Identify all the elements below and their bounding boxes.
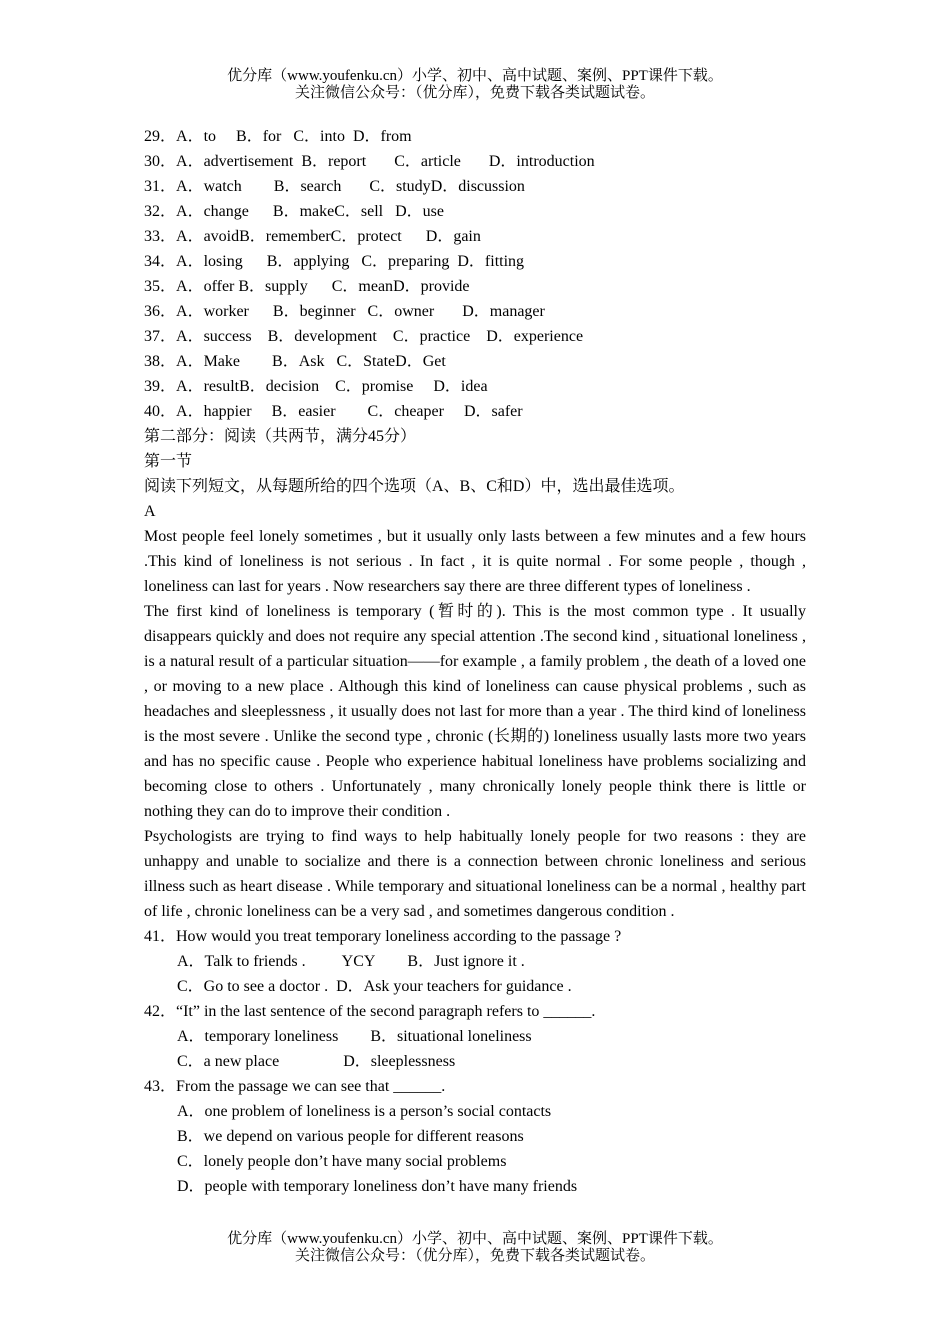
option-b: B．situational loneliness — [370, 1028, 532, 1045]
passage-paragraph-1: Most people feel lonely sometimes , but it usually only lasts between a few minutes and a few hours .This kind of loneliness is not serious . In fact , it is quite normal . For some people , though , loneliness can last for years . Now researchers say there are three different types of loneliness . — [144, 528, 806, 595]
question-41 — [144, 924, 806, 999]
cloze-row-37: 37．A．success B．development C．practice D．experience — [144, 328, 584, 345]
options-row — [144, 974, 806, 999]
cloze-row-35: 35．A．offer B．supply C．meanD．provide — [144, 278, 470, 295]
footer-line-1: 优分库（www.youfenku.cn）小学、初中、高中试题、案例、PPT课件下载。 — [227, 1231, 723, 1247]
option-c: C．lonely people don’t have many social problems — [177, 1153, 507, 1170]
footer-line-2: 关注微信公众号：（优分库），免费下载各类试题试卷。 — [294, 1248, 655, 1264]
passage-paragraph-2: The first kind of loneliness is temporary (暂时的). This is the most common type . It usually disappears quickly and does not require any special attention .The second kind , situational loneliness , is a natural result of a particular situation——for example , a family problem , the death of a loved one , or moving to a new place . Although this kind of loneliness can cause physical problems , such as headaches and sleeplessness , it usually does not last for more than a year . The third kind of loneliness is the most severe . Unlike the second type , chronic (长期的) loneliness usually lasts more two years and has no specific cause . People who experience habitual loneliness have problems socializing and becoming close to others . Unfortunately , many chronically lonely people think there is little or nothing they can do to improve their condition . — [144, 603, 806, 820]
cloze-row-33: 33．A．avoidB．rememberC．protect D．gain — [144, 228, 481, 245]
question-stem: 43．From the passage we can see that ______. — [144, 1078, 446, 1095]
passage-paragraph-3: Psychologists are trying to find ways to help habitually lonely people for two reasons : they are unhappy and unable to socialize and there is a connection between chronic loneliness and serious illness such as heart disease . While temporary and situational loneliness can be a normal , healthy part of life , chronic loneliness can be a very sad , and sometimes dangerous condition . — [144, 828, 806, 920]
cloze-row-39: 39．A．resultB．decision C．promise D．idea — [144, 378, 488, 395]
watermark-mark: YCY — [341, 953, 376, 970]
option-c: C．Go to see a doctor . — [177, 978, 329, 995]
page-footer — [0, 1231, 950, 1265]
question-43 — [144, 1074, 806, 1199]
page-header — [0, 68, 950, 102]
options-row — [144, 1024, 806, 1049]
option-a: A．temporary loneliness — [177, 1028, 339, 1045]
option-d: D．sleeplessness — [343, 1053, 456, 1070]
reading-passage — [144, 524, 806, 924]
cloze-row-36: 36．A．worker B．beginner C．owner D．manager — [144, 303, 545, 320]
question-stem: 41．How would you treat temporary loneliness according to the passage ? — [144, 928, 622, 945]
cloze-row-40: 40．A．happier B．easier C．cheaper D．safer — [144, 403, 523, 420]
option-b: B．we depend on various people for different reasons — [177, 1128, 524, 1145]
exam-content — [144, 124, 806, 1199]
options-row — [144, 949, 806, 974]
option-c: C．a new place — [177, 1053, 280, 1070]
passage-label: A — [144, 503, 156, 520]
cloze-row-38: 38．A．Make B．Ask C．StateD．Get — [144, 353, 446, 370]
cloze-row-31: 31．A．watch B．search C．studyD．discussion — [144, 178, 525, 195]
cloze-options — [144, 124, 806, 424]
part-title: 第二部分：阅读（共两节，满分45分） — [144, 428, 417, 445]
instruction: 阅读下列短文，从每题所给的四个选项（A、B、C和D）中，选出最佳选项。 — [144, 478, 685, 495]
option-a: A．Talk to friends . — [177, 953, 306, 970]
cloze-row-30: 30．A．advertisement B．report C．article D．introduction — [144, 153, 595, 170]
option-d: D．people with temporary loneliness don’t have many friends — [177, 1178, 578, 1195]
cloze-row-34: 34．A．losing B．applying C．preparing D．fitting — [144, 253, 525, 270]
cloze-row-32: 32．A．change B．makeC．sell D．use — [144, 203, 445, 220]
option-b: B．Just ignore it . — [407, 953, 525, 970]
option-d: D．Ask your teachers for guidance . — [336, 978, 572, 995]
cloze-row-29: 29．A．to B．for C．into D．from — [144, 128, 412, 145]
section-title: 第一节 — [144, 453, 193, 470]
option-a: A．one problem of loneliness is a person’s social contacts — [177, 1103, 552, 1120]
question-42 — [144, 999, 806, 1074]
question-stem: 42．“It” in the last sentence of the second paragraph refers to ______. — [144, 1003, 596, 1020]
header-line-2: 关注微信公众号：（优分库），免费下载各类试题试卷。 — [294, 85, 655, 101]
options-row — [144, 1049, 806, 1074]
header-line-1: 优分库（www.youfenku.cn）小学、初中、高中试题、案例、PPT课件下载。 — [227, 68, 723, 84]
